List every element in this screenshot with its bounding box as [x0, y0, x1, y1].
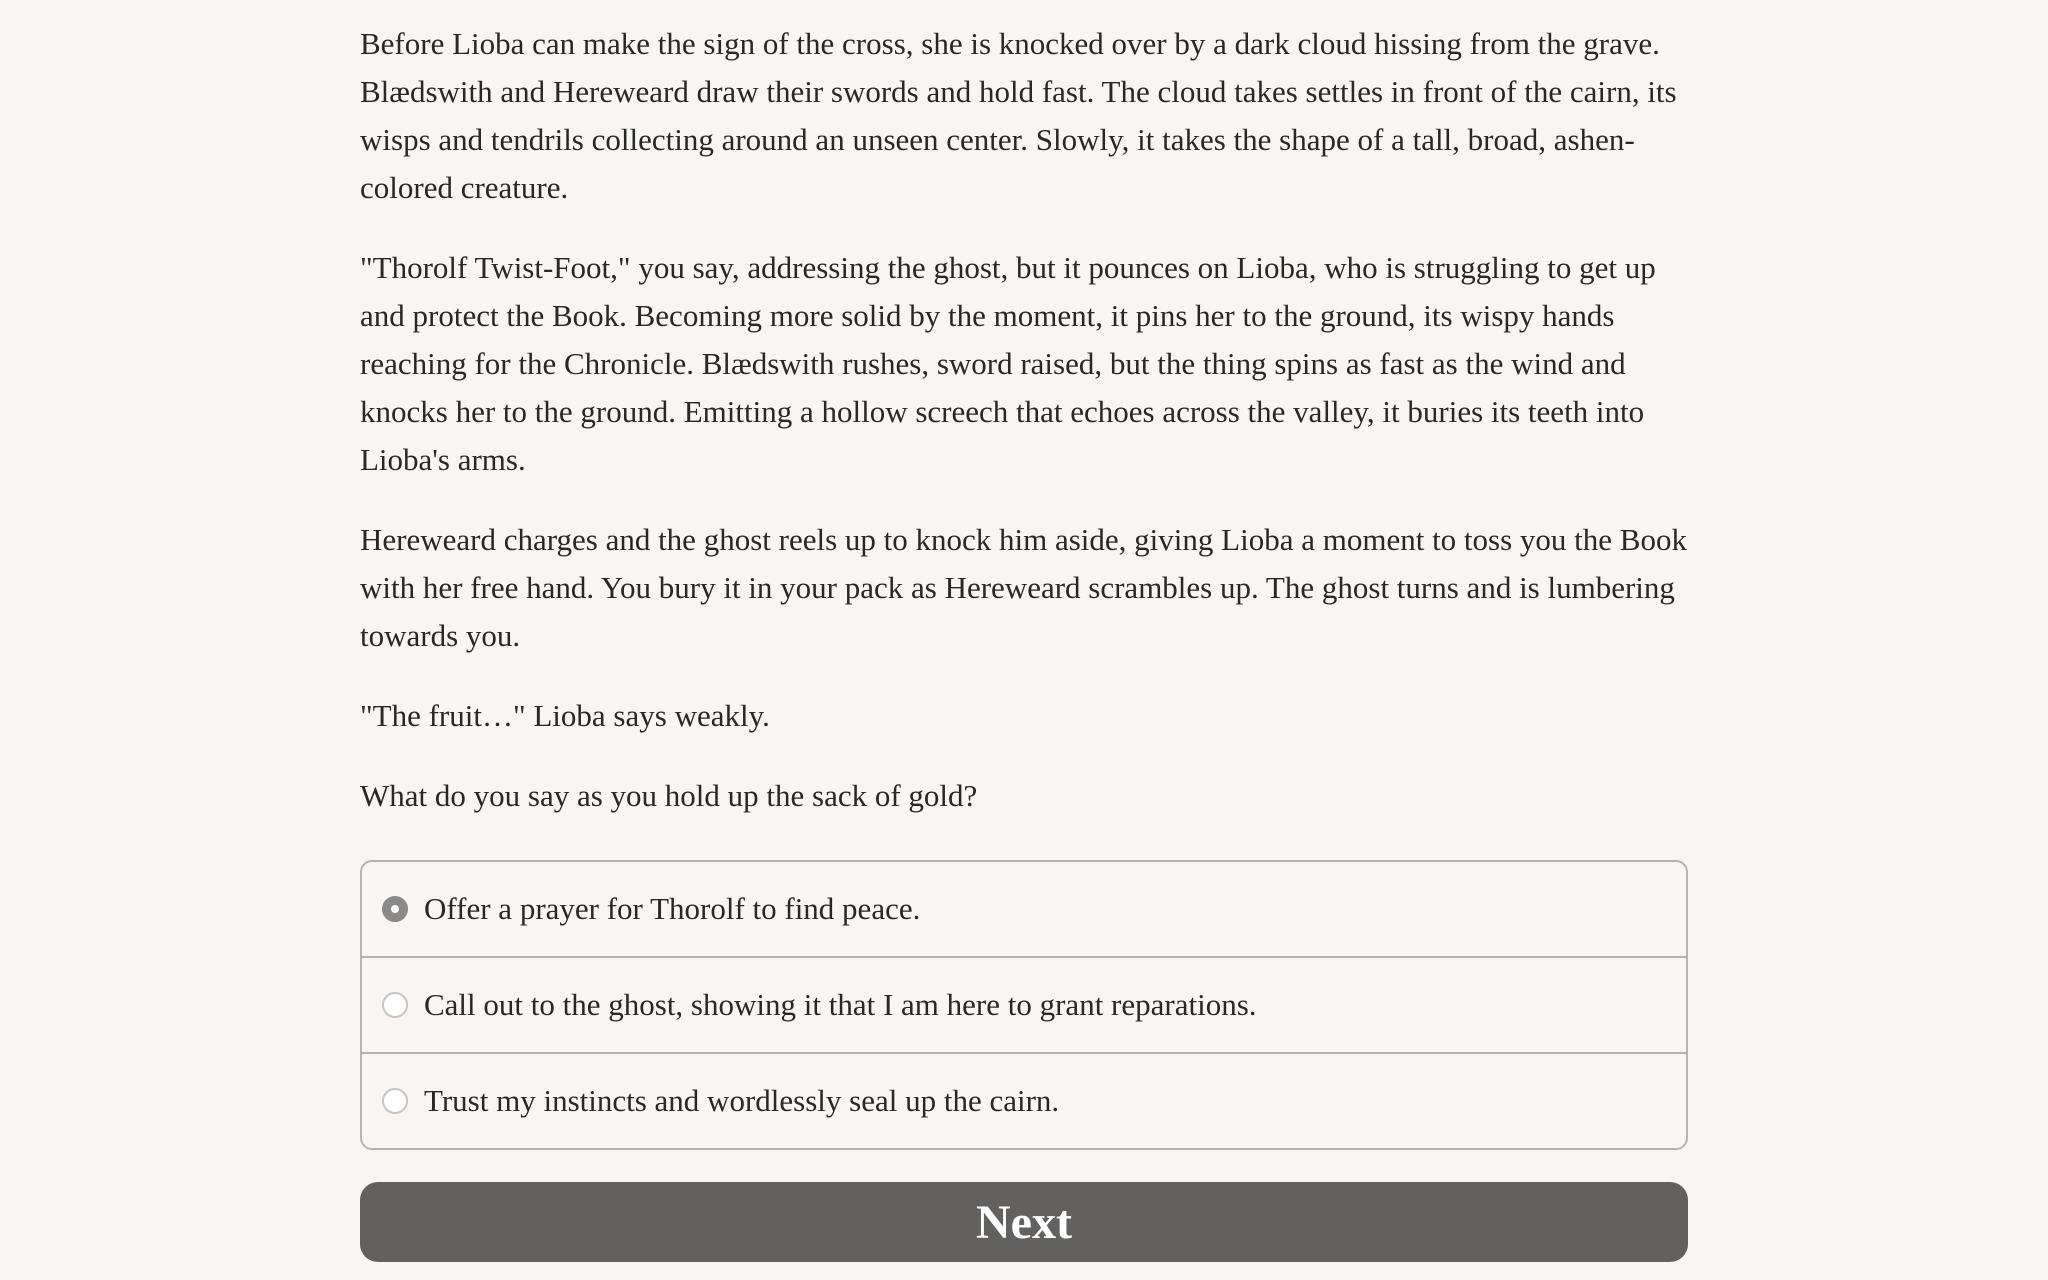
radio-selected-icon[interactable] [382, 896, 408, 922]
choice-list [360, 860, 1688, 1150]
radio-empty-icon[interactable] [382, 1088, 408, 1114]
story-page [360, 0, 1688, 1262]
choice-option-prayer[interactable] [362, 862, 1686, 956]
next-button[interactable]: Next [360, 1182, 1688, 1262]
story-text [360, 20, 1688, 820]
choice-label: Call out to the ghost, showing it that I am here to grant reparations. [424, 987, 1257, 1022]
story-paragraph: "Thorolf Twist-Foot," you say, addressing the ghost, but it pounces on Lioba, who is struggling to get up and protect the Book. Becoming more solid by the moment, it pins her to the ground, its wispy hands reaching for the Chronicle. Blædswith rushes, sword raised, but the thing spins as fast as the wind and knocks her to the ground. Emitting a hollow screech that echoes across the valley, it buries its teeth into Lioba's arms. [360, 250, 1656, 477]
story-paragraph: "The fruit…" Lioba says weakly. [360, 698, 770, 733]
choice-prompt: What do you say as you hold up the sack of gold? [360, 778, 978, 813]
choice-label: Offer a prayer for Thorolf to find peace. [424, 891, 921, 926]
story-paragraph: Hereweard charges and the ghost reels up to knock him aside, giving Lioba a moment to toss you the Book with her free hand. You bury it in your pack as Hereweard scrambles up. The ghost turns and is lumbering towards you. [360, 522, 1687, 653]
choice-option-seal-cairn[interactable] [362, 1052, 1686, 1148]
radio-empty-icon[interactable] [382, 992, 408, 1018]
choice-option-call-out[interactable] [362, 956, 1686, 1052]
story-paragraph: Before Lioba can make the sign of the cross, she is knocked over by a dark cloud hissing from the grave. Blædswith and Hereweard draw their swords and hold fast. The cloud takes settles in front of the cairn, its wisps and tendrils collecting around an unseen center. Slowly, it takes the shape of a tall, broad, ashen-colored creature. [360, 26, 1677, 205]
choice-label: Trust my instincts and wordlessly seal up the cairn. [424, 1083, 1060, 1118]
